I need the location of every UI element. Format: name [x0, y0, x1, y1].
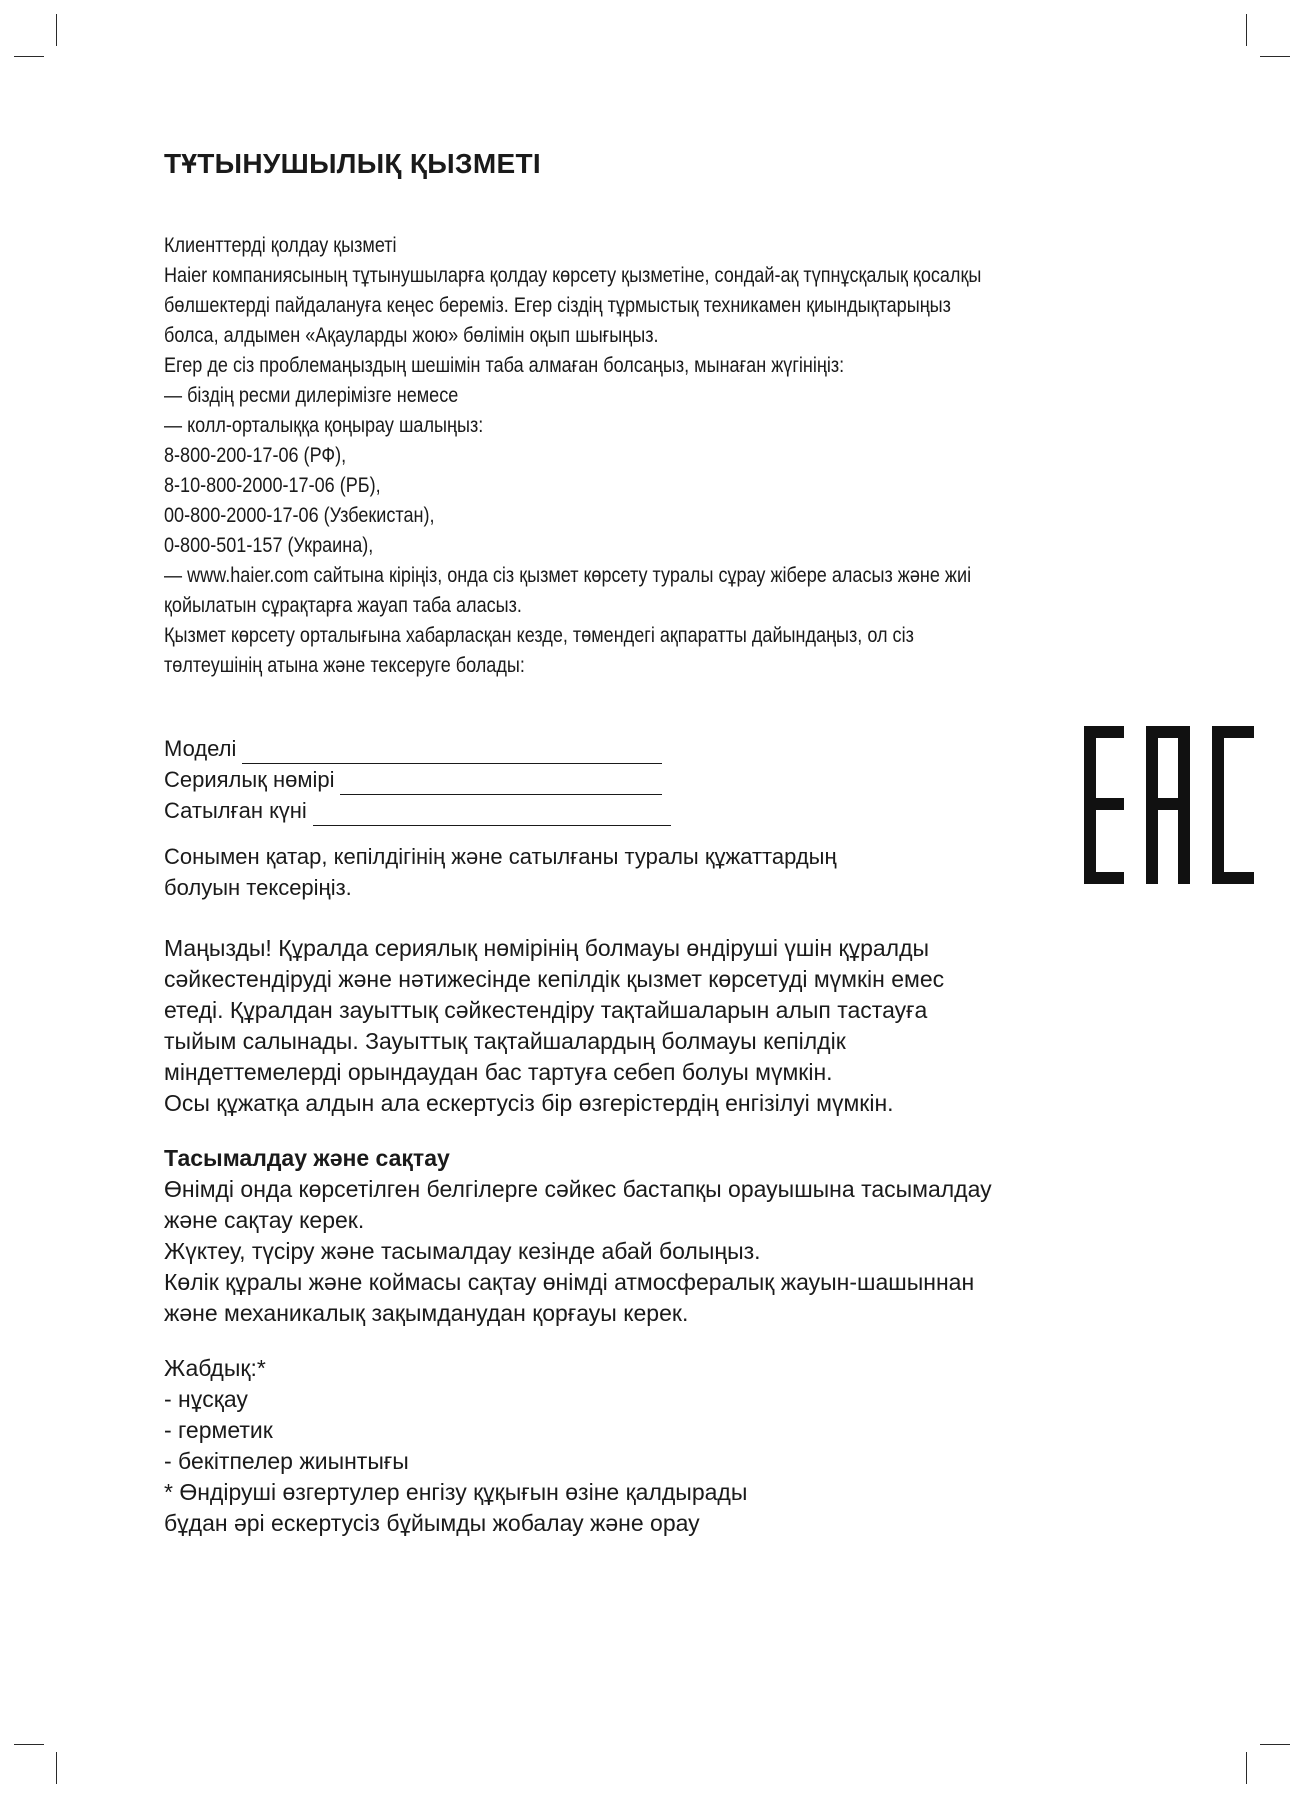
equipment-item: - герметик [164, 1417, 273, 1443]
crop-mark [1260, 1744, 1290, 1745]
documents-line: Сонымен қатар, кепілдігінің және сатылғаны туралы құжаттардың [164, 844, 837, 869]
support-line: Клиенттерді қолдау қызметі [164, 234, 397, 257]
crop-mark [1246, 1752, 1247, 1784]
transport-line: Жүктеу, түсіру және тасымалдау кезінде абай болыңыз. [164, 1238, 761, 1264]
support-line: бөлшектерді пайдалануға кеңес береміз. Егер сіздің тұрмыстық техникамен қиындықтарыңыз [164, 294, 951, 317]
transport-heading: Тасымалдау және сақтау [164, 1145, 450, 1171]
transport-line: және сақтау керек. [164, 1207, 365, 1233]
phone-line: 0-800-501-157 (Украина), [164, 534, 374, 557]
important-line: міндеттемелерді орындаудан бас тартуға себеп болуы мүмкін. [164, 1059, 833, 1085]
model-field [164, 733, 671, 764]
important-notice [164, 933, 1124, 1119]
customer-support-text [164, 231, 990, 681]
support-line: Қызмет көрсету орталығына хабарласқан кезде, төмендегі ақпаратты дайындаңыз, ол сіз [164, 624, 914, 647]
crop-mark [1246, 14, 1247, 46]
serial-blank-line [340, 772, 662, 795]
support-line: — www.haier.com сайтына кіріңіз, онда сіз қызмет көрсету туралы сұрау жібере аласыз және жиі [164, 564, 972, 587]
equipment-item: - бекітпелер жиынтығы [164, 1448, 409, 1474]
equipment-heading: Жабдық:* [164, 1355, 266, 1381]
model-label: Моделі [164, 736, 237, 761]
transport-line: Өнімді онда көрсетілген белгілерге сәйкес бастапқы орауышына тасымалдау [164, 1176, 992, 1202]
sale-date-field [164, 795, 671, 826]
transport-storage-section [164, 1143, 1124, 1329]
important-line: Маңызды! Құралда сериялық нөмірінің болмауы өндіруші үшін құралды [164, 935, 930, 961]
support-line: Haier компаниясының тұтынушыларға қолдау көрсету қызметіне, сондай-ақ түпнұсқалық қосалқы [164, 264, 982, 287]
phone-line: 00-800-2000-17-06 (Узбекистан), [164, 504, 435, 527]
equipment-footnote: * Өндіруші өзгертулер енгізу құқығын өзіне қалдырады [164, 1479, 748, 1505]
support-line: — колл-орталыққа қоңырау шалыңыз: [164, 414, 484, 437]
eac-mark-icon [1084, 726, 1254, 884]
important-line: Осы құжатқа алдын ала ескертусіз бір өзгерістердің енгізілуі мүмкін. [164, 1090, 894, 1116]
equipment-item: - нұсқау [164, 1386, 248, 1412]
crop-mark [56, 14, 57, 46]
page-title: ТҰТЫНУШЫЛЫҚ ҚЫЗМЕТІ [164, 148, 541, 179]
model-blank-line [242, 741, 662, 764]
transport-line: және механикалық зақымданудан қорғауы керек. [164, 1300, 689, 1326]
equipment-footnote: бұдан әрі ескертусіз бұйымды жобалау және орау [164, 1510, 700, 1536]
important-line: тыйым салынады. Зауыттық тақтайшалардың болмауы кепілдік [164, 1028, 846, 1054]
support-line: қойылатын сұрақтарға жауап таба аласыз. [164, 594, 522, 617]
support-line: — біздің ресми дилерімізге немесе [164, 384, 459, 407]
documents-check-text [164, 841, 904, 903]
serial-field [164, 764, 671, 795]
crop-mark [14, 1744, 44, 1745]
crop-mark [56, 1752, 57, 1784]
sale-date-label: Сатылған күні [164, 798, 307, 823]
phone-line: 8-800-200-17-06 (РФ), [164, 444, 347, 467]
crop-mark [14, 56, 44, 57]
phone-line: 8-10-800-2000-17-06 (РБ), [164, 474, 381, 497]
transport-line: Көлік құралы және коймасы сақтау өнімді атмосфералық жауын-шашыннан [164, 1269, 975, 1295]
support-line: төлтеушінің атына және тексеруге болады: [164, 654, 525, 677]
crop-mark [1260, 56, 1290, 57]
important-line: етеді. Құралдан зауыттық сәйкестендіру тақтайшаларын алып тастауға [164, 997, 928, 1023]
important-line: сәйкестендіруді және нәтижесінде кепілдік қызмет көрсетуді мүмкін емес [164, 966, 945, 992]
documents-line: болуын тексеріңіз. [164, 875, 352, 900]
sale-date-blank-line [313, 803, 671, 826]
support-line: болса, алдымен «Ақауларды жою» бөлімін оқып шығыңыз. [164, 324, 659, 347]
equipment-section [164, 1353, 1124, 1539]
serial-label: Сериялық нөмірі [164, 767, 335, 792]
product-info-form [164, 733, 671, 826]
support-line: Егер де сіз проблемаңыздың шешімін таба алмаған болсаңыз, мынаған жүгініңіз: [164, 354, 845, 377]
